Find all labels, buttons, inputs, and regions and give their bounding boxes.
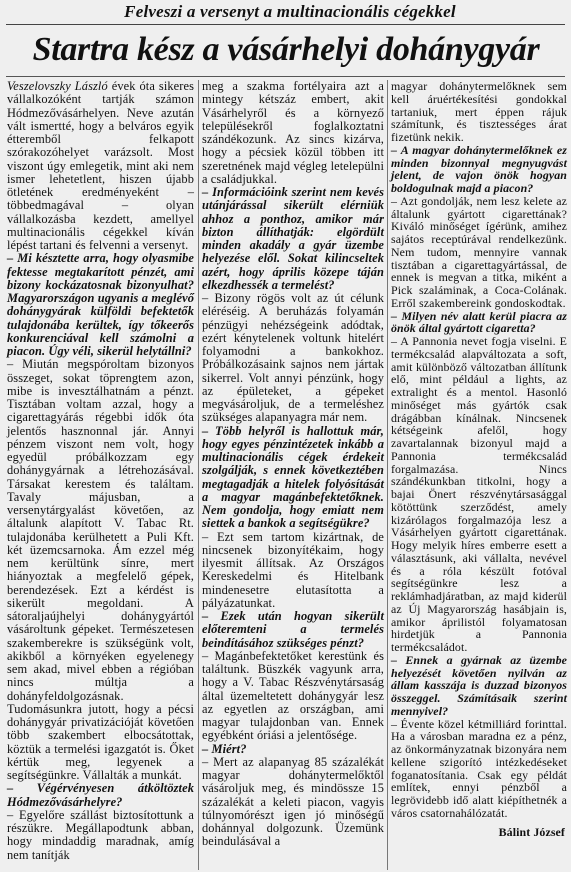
column-divider <box>198 80 199 870</box>
answer-paragraph: – Magánbefektetőket kerestünk és találtunk. Büszkék vagyunk arra, hogy a V. Tabac Részvénytársaság által üzemeltetett dohánygyár lesz az egyetlen az országban, ami magyar tulajdonban van. Ennek egyébként óriási a jelentősége. <box>202 648 384 743</box>
answer-paragraph: meg a szakma fortélyaira azt a mintegy kétszáz embert, akit Vásárhelyről és a környező településekről foglalkoztatni szándékozunk. Az sincs kizárva, hogy a pécsiek közül többen itt szeretnének majd végleg letelepülni a családjukkal. <box>202 79 384 186</box>
divider <box>6 24 565 25</box>
article-column-3 <box>391 80 567 838</box>
interview-question: – A magyar dohánytermelőknek ez minden bizonnyal megnyugvást jelent, de vajon önök hogyan boldogulnak majd a piacon? <box>391 142 567 195</box>
interview-question: – Miért? <box>202 741 247 756</box>
divider <box>6 76 565 77</box>
column-divider <box>387 80 388 870</box>
lead-text: évek óta sikeres vállalkozóként tartják számon Hódmezővásárhelyen. Neve azután vált ismertté, hogy a belváros egyik étteremből felkapott szórakozóhelyet varázsolt. Most viszont úgy emlegetik, mint aki nem ismer lehetetlent, hiszen újabb ötletének eredményeként – többedmagával – olyan vállalkozásba kezdett, amellyel multinacionális cégekkel kíván lépést tartani és felvenni a versenyt. <box>7 79 195 252</box>
answer-paragraph: – Azt gondolják, nem lesz kelete az általunk gyártott cigarettának? Kiváló minőséget ígérünk, amihez sajátos receptúrával rendelkezünk. Nem tudom, mennyire vannak tisztában a cigarettagyártással, de ennek is megvan a titka, miként a Pick szaláminak, a Coca-Colának. Erről szakembereink gondoskodtak. <box>391 193 567 310</box>
lead-paragraph <box>7 80 194 252</box>
answer-paragraph: – Mert az alapanyag 85 százalékát magyar dohánytermelőktől vásároljuk meg, és mindössze 15 százalékát a keleti piacon, vagyis túlnyomórészt igen jó minőségű dohánnyal dolgozunk. Üzemünk beindulásával a <box>202 754 384 849</box>
interview-question: – Milyen név alatt kerül piacra az önök által gyártott cigaretta? <box>391 308 567 336</box>
answer-paragraph: – Egyelőre szállást biztosítottunk a részükre. Megállapodtunk abban, hogy mindaddig maradnak, amíg nem tanítják <box>7 807 194 862</box>
answer-paragraph: – Ezt sem tartom kizártnak, de nincsenek bizonyítékaim, hogy ilyesmit állítsak. Az Országos Kereskedelmi és Hitelbank mindenesetre elutasította a pályázatunkat. <box>202 529 384 610</box>
answer-paragraph: – Bizony rögös volt az út célunk eléréséig. A beruházás folyamán pénzügyi nehézségeink adódtak, ezért kénytelenek voltunk hitelért folyamodni a bankokhoz. Próbálkozásaink sajnos nem jártak sikerrel. Volt annyi pénzünk, hogy az épületeket, a gépeket megvásároljuk, de a termeléshez szükséges alapanyagra már nem. <box>202 291 384 425</box>
article-column-2 <box>202 80 384 849</box>
kicker: Felveszi a versenyt a multinacionális cégekkel <box>124 2 456 21</box>
interview-question: – Ezek után hogyan sikerült előteremteni a termelés beindításához szükséges pénzt? <box>202 609 384 650</box>
interview-question: – Információink szerint nem kevés utánjárással sikerült elérniük ahhoz a ponthoz, amikor már bizton állíthatják: elgördült minden akadály a gyár üzembe helyezése elől. Sokat kilincseltek azért, hogy április közepe táján elkezdhessék a termelést? <box>202 185 384 292</box>
interview-question: – Több helyről is hallottuk már, hogy egyes pénzintézetek inkább a multinacionális cégek érdekeit szolgálják, s ennek következtében megtagadják a hitelek folyósítását a magyar magánbefektetőknek. Nem gondolja, hogy emiatt nem siettek a bankok a segítségükre? <box>202 423 384 531</box>
answer-paragraph: magyar dohánytermelőknek sem kell áruértékesítési gondokkal tartaniuk, mert éppen rájuk számítunk, és tisztességes árat fizetünk nekik. <box>391 79 567 144</box>
lead-author-name: Veszelovszky László <box>7 79 108 93</box>
headline: Startra kész a vásárhelyi dohánygyár <box>32 31 540 68</box>
answer-paragraph: – A Pannonia nevet fogja viselni. E termékcsalád alapváltozata a soft, amit különböző változatban állítunk elő, mint például a lights, az extralight és a mentol. Hasonló minőséget más gyártók csak drágábban kínálnak. Nincsenek kétségeink afelől, hogy zavartalannak bizonyul majd a Pannonia termékcsalád forgalmazása. Nincs szándékunkban titkolni, hogy a bajai Önert részvénytársasággal kötöttünk szerződést, amely kizárólagos forgalmazója lesz a Vásárhelyen gyártott cigarettának. Hogy melyik híres emberre esett a választásunk, aki vállalta, nevével és a róla készült fotóval segítségünkre lesz a reklámhadjáratban, az majd kiderül az Új Magyarország hasábjain is, amikor áprilistól folyamatosan hirdetjük a Pannonia termékcsaládot. <box>391 334 567 654</box>
interview-question: – Ennek a gyárnak az üzembe helyezését követően nyilván az állam kasszája is duzzad bizonyos összeggel. Számításaik szerint mennyivel? <box>391 652 567 718</box>
byline: Bálint József <box>498 824 565 839</box>
interview-question: – Végérvényesen átköltöztek Hódmezővásárhelyre? <box>7 781 194 809</box>
answer-paragraph: – Miután megspóroltam bizonyos összeget, sokat töprengtem azon, mibe is invesztálhatnám a pénzt. Tisztában voltam azzal, hogy a cigarettagyárás régebbi idők óta jelentős hasznonnal jár. Annyi pénzem viszont nem volt, hogy egyedül próbálkozzam egy dohánygyárnak a létrehozásával. Társakat kerestem és találtam. Tavaly májusban, a versenytárgyalást követően, az általunk alapított V. Tabac Rt. tulajdonába kerülhetett a Puli Kft. két üzemcsarnoka. Ám ezzel még nem kerültünk sínre, mert hiányoztak a megfelelő gépek, berendezések. Ezt a kérdést is sikerült megoldani. A sátoraljaújhelyi dohánygyártól vásároltunk gépeket. Természetesen szakemberekre is szükségünk volt, akikből a környéken egyelenegy sem akad, mivel ebben a régióban nincs múltja a dohányfeldolgozásnak. Tudomásunkra jutott, hogy a pécsi dohánygyár privatizációját követően több szakembert elbocsátottak, köztük a termelési igazgatót is. Őket kértük meg, legyenek a segítségünkre. Vállalták a munkát. <box>7 357 194 782</box>
interview-question: – Mi késztette arra, hogy olyasmibe fektesse megtakarított pénzét, ami bizony kockázatosnak bizonyulhat? Magyarországon ugyanis a meglévő dohánygyárak külföldi befektetők tulajdonába kerültek, így tőkeerős konkurenciával kell számolni a piacon. Úgy véli, sikerül helytállni? <box>7 251 194 358</box>
article-column-1 <box>7 80 194 862</box>
answer-paragraph: – Évente közel kétmilliárd forinttal. Ha a városban maradna ez a pénz, az önkormányzatnak bizonyára nem kellene szigorító intézkedéseket foganatosítania. Csak egy példát említek, ennyi pénzből a legrövidebb idő alatt kiépíthetnék a város csatornahálózatát. <box>391 716 567 820</box>
